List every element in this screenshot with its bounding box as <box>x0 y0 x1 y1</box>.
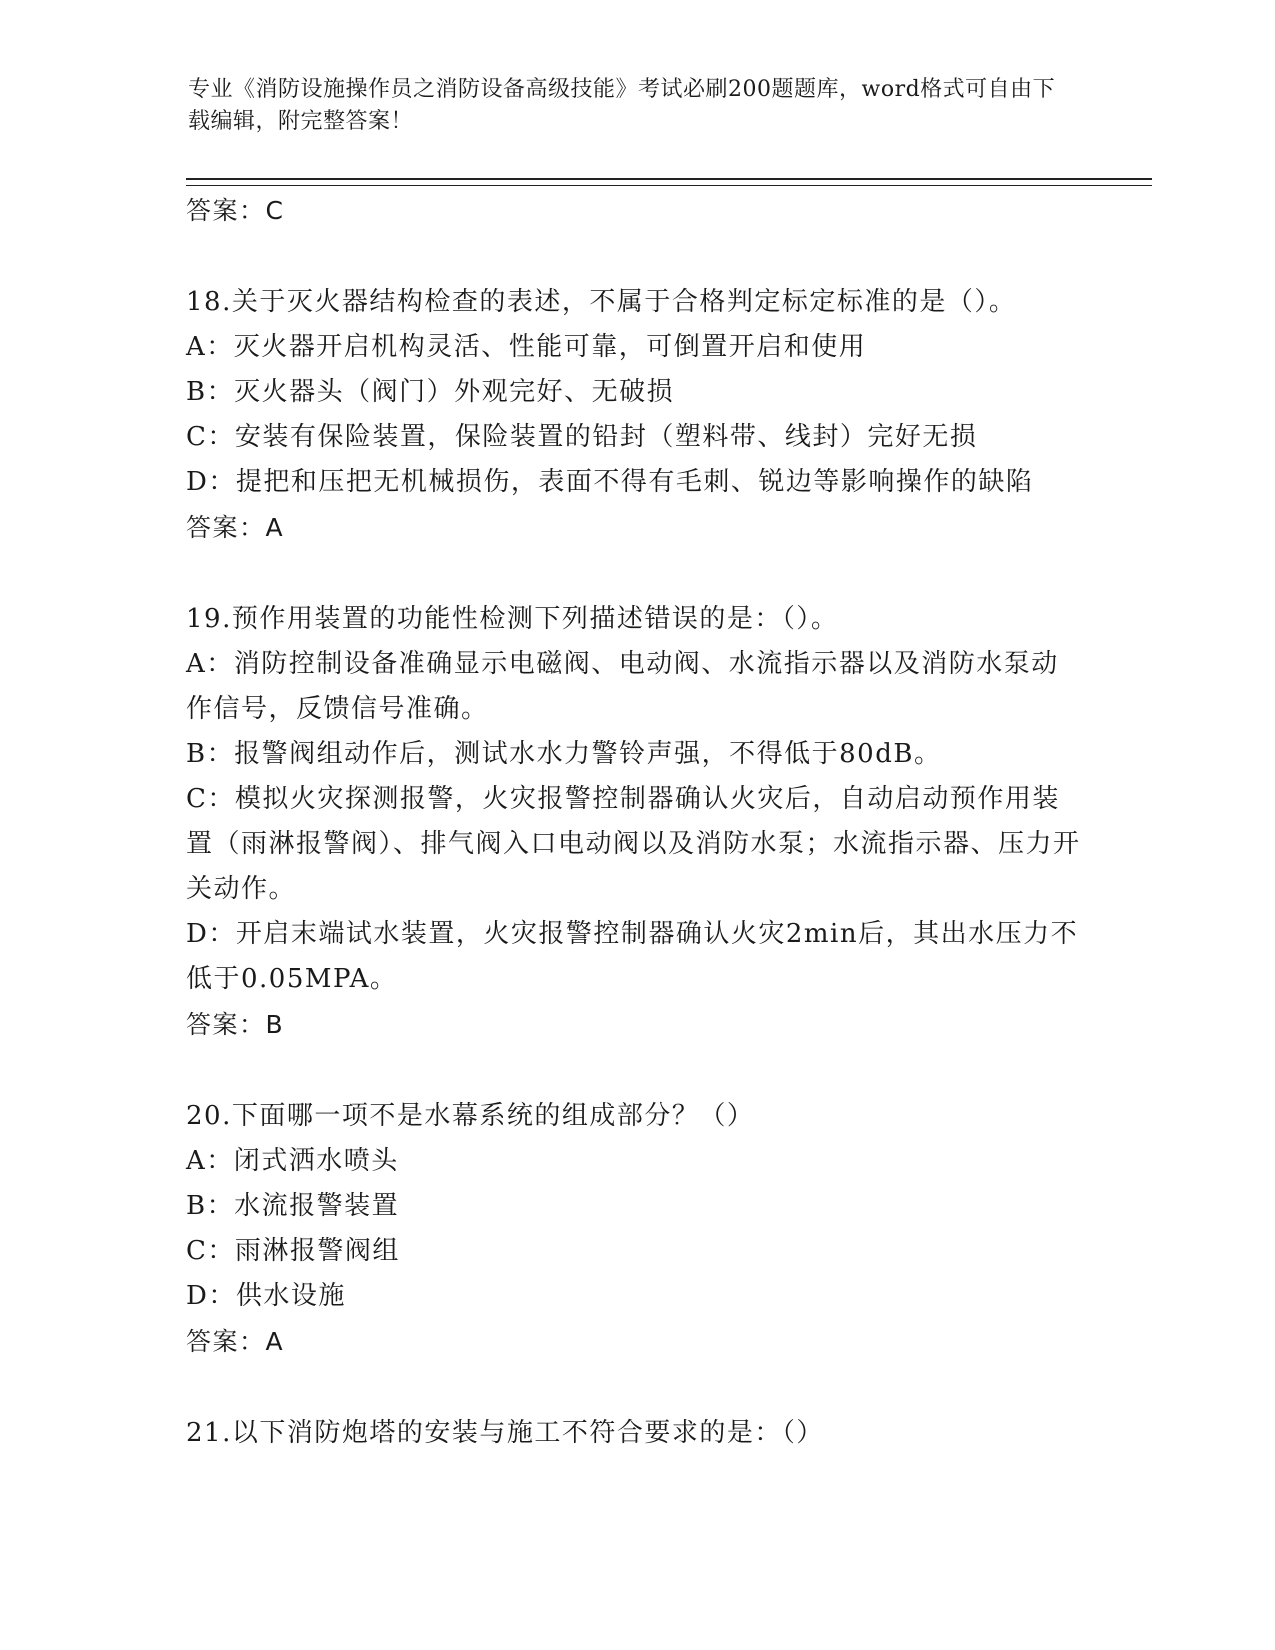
question-19 <box>186 597 1086 1047</box>
spacer <box>186 233 1086 280</box>
option-d: D：开启末端试水装置，火灾报警控制器确认火灾2min后，其出水压力不低于0.05MPA。 <box>186 919 1079 994</box>
spacer <box>186 1047 1086 1094</box>
question-list <box>186 188 1086 1456</box>
page-header: 专业《消防设施操作员之消防设备高级技能》考试必刷200题题库，word格式可自由下载编辑，附完整答案！ <box>188 77 1056 134</box>
answer-17: 答案：C <box>186 196 285 225</box>
question-20-text: 20.下面哪一项不是水幕系统的组成部分？（） <box>186 1101 755 1131</box>
question-18 <box>186 280 1086 550</box>
answer-20: 答案：A <box>186 1327 285 1356</box>
option-b: B：报警阀组动作后，测试水水力警铃声强，不得低于80dB。 <box>186 739 942 769</box>
option-b: B：水流报警装置 <box>186 1191 400 1221</box>
header-divider <box>186 178 1152 186</box>
option-d: D：提把和压把无机械损伤，表面不得有毛刺、锐边等影响操作的缺陷 <box>186 467 1034 497</box>
answer-18: 答案：A <box>186 513 285 542</box>
question-21 <box>186 1411 1086 1456</box>
option-a: A：灭火器开启机构灵活、性能可靠，可倒置开启和使用 <box>186 332 867 362</box>
question-20 <box>186 1094 1086 1364</box>
option-a: A：消防控制设备准确显示电磁阀、电动阀、水流指示器以及消防水泵动作信号，反馈信号准确。 <box>186 649 1059 724</box>
option-a: A：闭式洒水喷头 <box>186 1146 399 1176</box>
question-19-text: 19.预作用装置的功能性检测下列描述错误的是：（）。 <box>186 604 839 634</box>
option-b: B：灭火器头（阀门）外观完好、无破损 <box>186 377 675 407</box>
answer-19: 答案：B <box>186 1010 285 1039</box>
question-18-text: 18.关于灭火器结构检查的表述，不属于合格判定标定标准的是（）。 <box>186 287 1017 317</box>
option-c: C：雨淋报警阀组 <box>186 1236 400 1266</box>
spacer <box>186 1364 1086 1411</box>
question-21-text: 21.以下消防炮塔的安装与施工不符合要求的是：（） <box>186 1418 824 1448</box>
option-c: C：安装有保险装置，保险装置的铅封（塑料带、线封）完好无损 <box>186 422 978 452</box>
spacer <box>186 550 1086 597</box>
option-d: D：供水设施 <box>186 1281 346 1311</box>
option-c: C：模拟火灾探测报警，火灾报警控制器确认火灾后，自动启动预作用装置（雨淋报警阀）、排气阀入口电动阀以及消防水泵；水流指示器、压力开关动作。 <box>186 784 1081 904</box>
